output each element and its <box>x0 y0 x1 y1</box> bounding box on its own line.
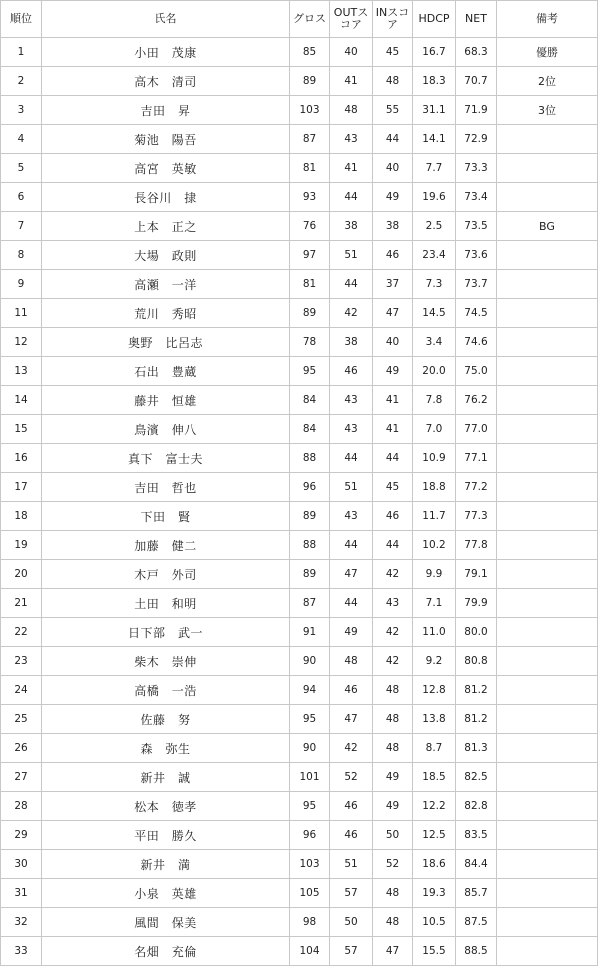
table-row <box>1 502 598 531</box>
note-cell <box>497 792 598 821</box>
rank-cell: 1 <box>1 38 42 67</box>
player-name-cell: 小泉 英雄 <box>42 879 290 908</box>
rank-cell: 12 <box>1 328 42 357</box>
player-name-cell: 柴木 崇伸 <box>42 647 290 676</box>
in-score-cell: 42 <box>373 647 413 676</box>
gross-cell: 88 <box>290 444 330 473</box>
table-row <box>1 763 598 792</box>
note-cell <box>497 241 598 270</box>
out-score-cell: 43 <box>330 125 373 154</box>
hdcp-cell: 7.3 <box>413 270 456 299</box>
hdcp-cell: 19.6 <box>413 183 456 212</box>
hdcp-cell: 18.6 <box>413 850 456 879</box>
note-cell <box>497 850 598 879</box>
in-score-cell: 44 <box>373 531 413 560</box>
gross-cell: 89 <box>290 299 330 328</box>
gross-cell: 95 <box>290 792 330 821</box>
out-score-cell: 43 <box>330 502 373 531</box>
hdcp-cell: 7.0 <box>413 415 456 444</box>
out-score-cell: 51 <box>330 473 373 502</box>
note-cell <box>497 531 598 560</box>
net-cell: 76.2 <box>456 386 497 415</box>
out-score-cell: 38 <box>330 328 373 357</box>
player-name-cell: 高宮 英敏 <box>42 154 290 183</box>
net-cell: 80.8 <box>456 647 497 676</box>
in-score-cell: 55 <box>373 96 413 125</box>
in-score-cell: 38 <box>373 212 413 241</box>
out-score-cell: 47 <box>330 705 373 734</box>
net-cell: 74.6 <box>456 328 497 357</box>
hdcp-cell: 7.8 <box>413 386 456 415</box>
player-name-cell: 吉田 哲也 <box>42 473 290 502</box>
gross-cell: 90 <box>290 647 330 676</box>
out-score-cell: 41 <box>330 67 373 96</box>
net-cell: 79.1 <box>456 560 497 589</box>
table-row <box>1 879 598 908</box>
hdcp-cell: 10.5 <box>413 908 456 937</box>
rank-cell: 27 <box>1 763 42 792</box>
note-cell <box>497 502 598 531</box>
in-score-cell: 45 <box>373 473 413 502</box>
table-row <box>1 734 598 763</box>
rank-cell: 4 <box>1 125 42 154</box>
table-row <box>1 618 598 647</box>
player-name-cell: 佐藤 努 <box>42 705 290 734</box>
in-score-cell: 37 <box>373 270 413 299</box>
hdcp-cell: 2.5 <box>413 212 456 241</box>
header-note: 備考 <box>497 1 598 38</box>
table-row <box>1 850 598 879</box>
table-row <box>1 560 598 589</box>
in-score-cell: 44 <box>373 125 413 154</box>
net-cell: 75.0 <box>456 357 497 386</box>
net-cell: 71.9 <box>456 96 497 125</box>
rank-cell: 20 <box>1 560 42 589</box>
note-cell: BG <box>497 212 598 241</box>
out-score-cell: 51 <box>330 850 373 879</box>
gross-cell: 95 <box>290 705 330 734</box>
player-name-cell: 奥野 比呂志 <box>42 328 290 357</box>
net-cell: 72.9 <box>456 125 497 154</box>
table-row <box>1 908 598 937</box>
in-score-cell: 47 <box>373 937 413 966</box>
hdcp-cell: 13.8 <box>413 705 456 734</box>
table-row <box>1 183 598 212</box>
header-rank: 順位 <box>1 1 42 38</box>
gross-cell: 78 <box>290 328 330 357</box>
table-row <box>1 357 598 386</box>
net-cell: 73.5 <box>456 212 497 241</box>
note-cell <box>497 879 598 908</box>
net-cell: 85.7 <box>456 879 497 908</box>
player-name-cell: 土田 和明 <box>42 589 290 618</box>
player-name-cell: 上本 正之 <box>42 212 290 241</box>
note-cell <box>497 328 598 357</box>
player-name-cell: 新井 満 <box>42 850 290 879</box>
player-name-cell: 真下 富士夫 <box>42 444 290 473</box>
table-row <box>1 386 598 415</box>
gross-cell: 96 <box>290 473 330 502</box>
note-cell <box>497 270 598 299</box>
rank-cell: 23 <box>1 647 42 676</box>
rank-cell: 18 <box>1 502 42 531</box>
table-row <box>1 154 598 183</box>
player-name-cell: 新井 誠 <box>42 763 290 792</box>
net-cell: 81.2 <box>456 676 497 705</box>
gross-cell: 76 <box>290 212 330 241</box>
in-score-cell: 48 <box>373 676 413 705</box>
gross-cell: 85 <box>290 38 330 67</box>
in-score-cell: 52 <box>373 850 413 879</box>
gross-cell: 91 <box>290 618 330 647</box>
net-cell: 81.2 <box>456 705 497 734</box>
net-cell: 77.1 <box>456 444 497 473</box>
out-score-cell: 49 <box>330 618 373 647</box>
header-gross: グロス <box>290 1 330 38</box>
hdcp-cell: 11.7 <box>413 502 456 531</box>
hdcp-cell: 9.2 <box>413 647 456 676</box>
in-score-cell: 49 <box>373 763 413 792</box>
net-cell: 77.3 <box>456 502 497 531</box>
table-row <box>1 705 598 734</box>
note-cell <box>497 357 598 386</box>
note-cell <box>497 821 598 850</box>
player-name-cell: 石出 豊蔵 <box>42 357 290 386</box>
gross-cell: 87 <box>290 589 330 618</box>
out-score-cell: 44 <box>330 270 373 299</box>
table-row <box>1 125 598 154</box>
out-score-cell: 38 <box>330 212 373 241</box>
note-cell: 2位 <box>497 67 598 96</box>
gross-cell: 103 <box>290 850 330 879</box>
hdcp-cell: 16.7 <box>413 38 456 67</box>
out-score-cell: 42 <box>330 299 373 328</box>
player-name-cell: 大場 政則 <box>42 241 290 270</box>
net-cell: 77.0 <box>456 415 497 444</box>
rank-cell: 5 <box>1 154 42 183</box>
note-cell <box>497 763 598 792</box>
rank-cell: 11 <box>1 299 42 328</box>
note-cell <box>497 444 598 473</box>
in-score-cell: 46 <box>373 241 413 270</box>
rank-cell: 7 <box>1 212 42 241</box>
table-row <box>1 937 598 966</box>
note-cell <box>497 125 598 154</box>
player-name-cell: 長谷川 捸 <box>42 183 290 212</box>
rank-cell: 24 <box>1 676 42 705</box>
note-cell <box>497 705 598 734</box>
header-hdcp: HDCP <box>413 1 456 38</box>
note-cell <box>497 734 598 763</box>
in-score-cell: 49 <box>373 357 413 386</box>
player-name-cell: 松本 徳孝 <box>42 792 290 821</box>
in-score-cell: 48 <box>373 734 413 763</box>
net-cell: 74.5 <box>456 299 497 328</box>
out-score-cell: 48 <box>330 647 373 676</box>
rank-cell: 8 <box>1 241 42 270</box>
net-cell: 70.7 <box>456 67 497 96</box>
hdcp-cell: 18.3 <box>413 67 456 96</box>
net-cell: 83.5 <box>456 821 497 850</box>
hdcp-cell: 7.7 <box>413 154 456 183</box>
table-row <box>1 96 598 125</box>
gross-cell: 84 <box>290 415 330 444</box>
gross-cell: 81 <box>290 270 330 299</box>
rank-cell: 15 <box>1 415 42 444</box>
player-name-cell: 日下部 武一 <box>42 618 290 647</box>
in-score-cell: 49 <box>373 792 413 821</box>
table-row <box>1 67 598 96</box>
player-name-cell: 荒川 秀昭 <box>42 299 290 328</box>
rank-cell: 9 <box>1 270 42 299</box>
rank-cell: 16 <box>1 444 42 473</box>
hdcp-cell: 31.1 <box>413 96 456 125</box>
gross-cell: 101 <box>290 763 330 792</box>
in-score-cell: 46 <box>373 502 413 531</box>
rank-cell: 26 <box>1 734 42 763</box>
in-score-cell: 49 <box>373 183 413 212</box>
table-row <box>1 444 598 473</box>
out-score-cell: 43 <box>330 415 373 444</box>
gross-cell: 93 <box>290 183 330 212</box>
note-cell: 3位 <box>497 96 598 125</box>
table-row <box>1 589 598 618</box>
note-cell <box>497 676 598 705</box>
out-score-cell: 57 <box>330 879 373 908</box>
note-cell <box>497 183 598 212</box>
rank-cell: 31 <box>1 879 42 908</box>
net-cell: 73.4 <box>456 183 497 212</box>
hdcp-cell: 14.1 <box>413 125 456 154</box>
gross-cell: 89 <box>290 502 330 531</box>
out-score-cell: 44 <box>330 531 373 560</box>
rank-cell: 29 <box>1 821 42 850</box>
note-cell <box>497 647 598 676</box>
in-score-cell: 42 <box>373 560 413 589</box>
note-cell <box>497 386 598 415</box>
hdcp-cell: 10.2 <box>413 531 456 560</box>
player-name-cell: 木戸 外司 <box>42 560 290 589</box>
out-score-cell: 57 <box>330 937 373 966</box>
net-cell: 82.8 <box>456 792 497 821</box>
note-cell <box>497 937 598 966</box>
in-score-cell: 45 <box>373 38 413 67</box>
header-net: NET <box>456 1 497 38</box>
player-name-cell: 鳥濱 伸八 <box>42 415 290 444</box>
table-row <box>1 241 598 270</box>
gross-cell: 81 <box>290 154 330 183</box>
note-cell <box>497 589 598 618</box>
note-cell <box>497 415 598 444</box>
in-score-cell: 40 <box>373 328 413 357</box>
net-cell: 73.7 <box>456 270 497 299</box>
table-body <box>1 38 598 966</box>
player-name-cell: 下田 賢 <box>42 502 290 531</box>
table-header-row <box>1 1 598 38</box>
in-score-cell: 42 <box>373 618 413 647</box>
out-score-cell: 42 <box>330 734 373 763</box>
rank-cell: 3 <box>1 96 42 125</box>
hdcp-cell: 12.5 <box>413 821 456 850</box>
player-name-cell: 藤井 恒雄 <box>42 386 290 415</box>
net-cell: 82.5 <box>456 763 497 792</box>
table-row <box>1 299 598 328</box>
table-row <box>1 531 598 560</box>
table-row <box>1 270 598 299</box>
net-cell: 88.5 <box>456 937 497 966</box>
hdcp-cell: 18.5 <box>413 763 456 792</box>
net-cell: 81.3 <box>456 734 497 763</box>
rank-cell: 13 <box>1 357 42 386</box>
hdcp-cell: 14.5 <box>413 299 456 328</box>
hdcp-cell: 3.4 <box>413 328 456 357</box>
out-score-cell: 50 <box>330 908 373 937</box>
table-row <box>1 792 598 821</box>
hdcp-cell: 10.9 <box>413 444 456 473</box>
rank-cell: 30 <box>1 850 42 879</box>
player-name-cell: 高橋 一浩 <box>42 676 290 705</box>
net-cell: 73.6 <box>456 241 497 270</box>
hdcp-cell: 23.4 <box>413 241 456 270</box>
hdcp-cell: 8.7 <box>413 734 456 763</box>
gross-cell: 98 <box>290 908 330 937</box>
net-cell: 79.9 <box>456 589 497 618</box>
gross-cell: 103 <box>290 96 330 125</box>
player-name-cell: 菊池 陽吾 <box>42 125 290 154</box>
player-name-cell: 森 弥生 <box>42 734 290 763</box>
in-score-cell: 48 <box>373 705 413 734</box>
rank-cell: 32 <box>1 908 42 937</box>
table-row <box>1 415 598 444</box>
hdcp-cell: 11.0 <box>413 618 456 647</box>
net-cell: 80.0 <box>456 618 497 647</box>
table-row <box>1 676 598 705</box>
hdcp-cell: 20.0 <box>413 357 456 386</box>
rank-cell: 33 <box>1 937 42 966</box>
hdcp-cell: 15.5 <box>413 937 456 966</box>
gross-cell: 84 <box>290 386 330 415</box>
note-cell <box>497 473 598 502</box>
in-score-cell: 40 <box>373 154 413 183</box>
note-cell <box>497 618 598 647</box>
rank-cell: 21 <box>1 589 42 618</box>
rank-cell: 25 <box>1 705 42 734</box>
out-score-cell: 47 <box>330 560 373 589</box>
gross-cell: 88 <box>290 531 330 560</box>
out-score-cell: 44 <box>330 589 373 618</box>
in-score-cell: 41 <box>373 415 413 444</box>
player-name-cell: 平田 勝久 <box>42 821 290 850</box>
gross-cell: 87 <box>290 125 330 154</box>
out-score-cell: 46 <box>330 357 373 386</box>
net-cell: 68.3 <box>456 38 497 67</box>
out-score-cell: 46 <box>330 792 373 821</box>
gross-cell: 89 <box>290 560 330 589</box>
out-score-cell: 52 <box>330 763 373 792</box>
in-score-cell: 50 <box>373 821 413 850</box>
header-out-score: OUTスコア <box>330 1 373 38</box>
gross-cell: 94 <box>290 676 330 705</box>
in-score-cell: 48 <box>373 908 413 937</box>
gross-cell: 104 <box>290 937 330 966</box>
in-score-cell: 48 <box>373 67 413 96</box>
out-score-cell: 44 <box>330 183 373 212</box>
rank-cell: 14 <box>1 386 42 415</box>
hdcp-cell: 12.2 <box>413 792 456 821</box>
player-name-cell: 加藤 健二 <box>42 531 290 560</box>
hdcp-cell: 12.8 <box>413 676 456 705</box>
out-score-cell: 51 <box>330 241 373 270</box>
out-score-cell: 46 <box>330 676 373 705</box>
gross-cell: 97 <box>290 241 330 270</box>
table-row <box>1 38 598 67</box>
hdcp-cell: 19.3 <box>413 879 456 908</box>
player-name-cell: 高木 清司 <box>42 67 290 96</box>
player-name-cell: 風間 保美 <box>42 908 290 937</box>
player-name-cell: 名畑 充倫 <box>42 937 290 966</box>
out-score-cell: 41 <box>330 154 373 183</box>
in-score-cell: 47 <box>373 299 413 328</box>
table-row <box>1 473 598 502</box>
net-cell: 77.2 <box>456 473 497 502</box>
net-cell: 77.8 <box>456 531 497 560</box>
player-name-cell: 小田 茂康 <box>42 38 290 67</box>
gross-cell: 95 <box>290 357 330 386</box>
table-row <box>1 328 598 357</box>
net-cell: 84.4 <box>456 850 497 879</box>
gross-cell: 90 <box>290 734 330 763</box>
in-score-cell: 44 <box>373 444 413 473</box>
in-score-cell: 48 <box>373 879 413 908</box>
player-name-cell: 吉田 昇 <box>42 96 290 125</box>
out-score-cell: 43 <box>330 386 373 415</box>
in-score-cell: 43 <box>373 589 413 618</box>
note-cell <box>497 154 598 183</box>
table-row <box>1 647 598 676</box>
rank-cell: 17 <box>1 473 42 502</box>
table-row <box>1 821 598 850</box>
player-name-cell: 高瀬 一洋 <box>42 270 290 299</box>
table-row <box>1 212 598 241</box>
rank-cell: 2 <box>1 67 42 96</box>
note-cell: 優勝 <box>497 38 598 67</box>
rank-cell: 28 <box>1 792 42 821</box>
header-name: 氏名 <box>42 1 290 38</box>
gross-cell: 89 <box>290 67 330 96</box>
header-in-score: INスコア <box>373 1 413 38</box>
gross-cell: 96 <box>290 821 330 850</box>
gross-cell: 105 <box>290 879 330 908</box>
note-cell <box>497 560 598 589</box>
out-score-cell: 40 <box>330 38 373 67</box>
net-cell: 87.5 <box>456 908 497 937</box>
hdcp-cell: 9.9 <box>413 560 456 589</box>
hdcp-cell: 18.8 <box>413 473 456 502</box>
note-cell <box>497 908 598 937</box>
out-score-cell: 46 <box>330 821 373 850</box>
rank-cell: 22 <box>1 618 42 647</box>
hdcp-cell: 7.1 <box>413 589 456 618</box>
note-cell <box>497 299 598 328</box>
rank-cell: 6 <box>1 183 42 212</box>
rank-cell: 19 <box>1 531 42 560</box>
in-score-cell: 41 <box>373 386 413 415</box>
out-score-cell: 44 <box>330 444 373 473</box>
net-cell: 73.3 <box>456 154 497 183</box>
out-score-cell: 48 <box>330 96 373 125</box>
